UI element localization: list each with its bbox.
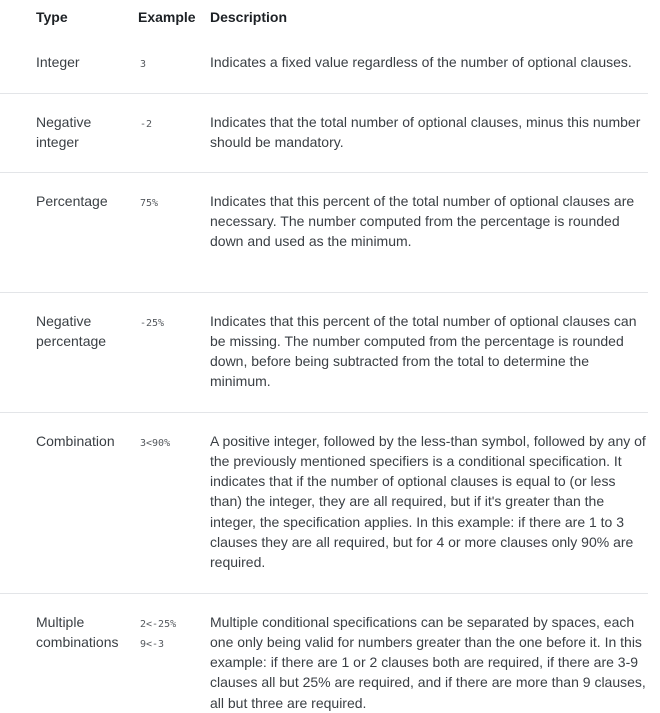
table-row (0, 593, 648, 713)
example-code: -25% (140, 317, 165, 329)
header-type: Type (36, 9, 68, 25)
cell-type: Combination (0, 412, 136, 593)
example-code: 3 (140, 59, 147, 70)
cell-example (136, 292, 208, 412)
header-description: Description (210, 9, 288, 25)
example-code: 75% (140, 197, 159, 209)
cell-example (136, 34, 208, 93)
table-row (0, 412, 648, 593)
cell-example (136, 172, 208, 292)
cell-example (136, 593, 208, 713)
example-code: 2<-25% (140, 618, 177, 630)
example-code: 9<-3 (140, 638, 165, 650)
cell-description: Multiple conditional specifications can be separated by spaces, each one only being valid for numbers greater than the one before it. In this example: if there are 1 or 2 clauses both are required, if there are 3-9 clauses all but 25% are required, and if there are more than 9 clauses, all but three are required. (210, 613, 646, 711)
header-example: Example (138, 9, 196, 25)
table-row (0, 292, 648, 412)
cell-type: Percentage (0, 172, 136, 292)
cell-description: Indicates that the total number of optional clauses, minus this number should be mandatory. (208, 93, 648, 172)
table-header-row (0, 0, 648, 34)
table-row (0, 93, 648, 172)
example-code: -2 (140, 118, 153, 130)
cell-type: Negative percentage (0, 292, 136, 412)
cell-description: Indicates a fixed value regardless of the number of optional clauses. (208, 34, 648, 93)
cell-type: Multiple combinations (36, 613, 119, 650)
cell-description: A positive integer, followed by the less-than symbol, followed by any of the previously mentioned specifiers is a conditional specification. It indicates that if the number of optional clauses is equal to (or less than) the integer, they are all required, but if it's greater than the integer, the specification applies. In this example: if there are 1 to 3 clauses they are all required, but for 4 or more clauses only 90% are required. (208, 412, 648, 593)
cell-example (136, 93, 208, 172)
table-row (0, 34, 648, 93)
cell-description: Indicates that this percent of the total number of optional clauses can be missing. The number computed from the percentage is rounded down, before being subtracted from the total to determine the minimum. (208, 292, 648, 412)
table-row (0, 172, 648, 292)
cell-example (136, 412, 208, 593)
cell-type: Integer (0, 34, 136, 93)
example-code: 3<90% (140, 437, 171, 449)
cell-description: Indicates that this percent of the total number of optional clauses are necessary. The number computed from the percentage is rounded down and used as the minimum. (208, 172, 648, 292)
cell-type: Negative integer (0, 93, 136, 172)
